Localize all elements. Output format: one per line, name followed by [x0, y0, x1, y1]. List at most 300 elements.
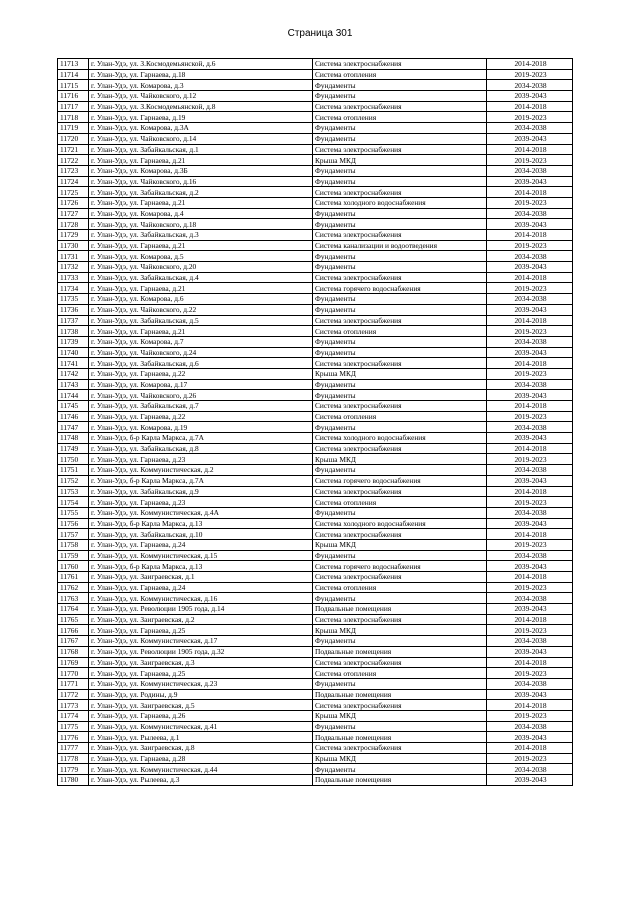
system-cell: Подвальные помещения	[313, 646, 487, 657]
table-row	[58, 753, 573, 764]
row-number-cell: 11718	[58, 112, 89, 123]
table-row	[58, 518, 573, 529]
table-row	[58, 636, 573, 647]
system-cell: Система электроснабжения	[313, 59, 487, 70]
row-number-cell: 11761	[58, 572, 89, 583]
period-cell: 2019-2023	[487, 155, 573, 166]
row-number-cell: 11769	[58, 657, 89, 668]
period-cell: 2014-2018	[487, 486, 573, 497]
address-cell: г. Улан-Удэ, ул. Чайковского, д.16	[89, 176, 313, 187]
period-cell: 2034-2038	[487, 165, 573, 176]
address-cell: г. Улан-Удэ, б-р Карла Маркса, д.13	[89, 561, 313, 572]
address-cell: г. Улан-Удэ, ул. Родины, д.9	[89, 689, 313, 700]
row-number-cell: 11734	[58, 283, 89, 294]
system-cell: Система горячего водоснабжения	[313, 561, 487, 572]
table-row	[58, 764, 573, 775]
table-row	[58, 561, 573, 572]
period-cell: 2019-2023	[487, 411, 573, 422]
row-number-cell: 11714	[58, 69, 89, 80]
system-cell: Система электроснабжения	[313, 572, 487, 583]
period-cell: 2034-2038	[487, 379, 573, 390]
row-number-cell: 11723	[58, 165, 89, 176]
table-row	[58, 315, 573, 326]
system-cell: Фундаменты	[313, 721, 487, 732]
table-row	[58, 59, 573, 70]
period-cell: 2014-2018	[487, 572, 573, 583]
period-cell: 2014-2018	[487, 614, 573, 625]
address-cell: г. Улан-Удэ, ул. Гарнаева, д.22	[89, 368, 313, 379]
row-number-cell: 11745	[58, 401, 89, 412]
system-cell: Система отопления	[313, 411, 487, 422]
address-cell: г. Улан-Удэ, ул. Забайкальская, д.6	[89, 358, 313, 369]
row-number-cell: 11725	[58, 187, 89, 198]
system-cell: Фундаменты	[313, 678, 487, 689]
address-cell: г. Улан-Удэ, ул. Заиграевская, д.8	[89, 743, 313, 754]
table-row	[58, 240, 573, 251]
address-cell: г. Улан-Удэ, ул. Забайкальская, д.10	[89, 529, 313, 540]
system-cell: Система горячего водоснабжения	[313, 475, 487, 486]
table-row	[58, 614, 573, 625]
address-cell: г. Улан-Удэ, ул. Коммунистическая, д.41	[89, 721, 313, 732]
period-cell: 2014-2018	[487, 401, 573, 412]
system-cell: Фундаменты	[313, 251, 487, 262]
row-number-cell: 11737	[58, 315, 89, 326]
table-row	[58, 401, 573, 412]
row-number-cell: 11777	[58, 743, 89, 754]
row-number-cell: 11742	[58, 368, 89, 379]
period-cell: 2019-2023	[487, 710, 573, 721]
period-cell: 2039-2043	[487, 91, 573, 102]
system-cell: Крыша МКД	[313, 753, 487, 764]
system-cell: Фундаменты	[313, 550, 487, 561]
table-row	[58, 155, 573, 166]
period-cell: 2014-2018	[487, 230, 573, 241]
address-cell: г. Улан-Удэ, ул. Заиграевская, д.1	[89, 572, 313, 583]
address-cell: г. Улан-Удэ, ул. Комарова, д.3Б	[89, 165, 313, 176]
row-number-cell: 11778	[58, 753, 89, 764]
system-cell: Фундаменты	[313, 165, 487, 176]
period-cell: 2014-2018	[487, 743, 573, 754]
table-row	[58, 208, 573, 219]
system-cell: Система отопления	[313, 497, 487, 508]
period-cell: 2019-2023	[487, 112, 573, 123]
address-cell: г. Улан-Удэ, ул. Комарова, д.3	[89, 80, 313, 91]
row-number-cell: 11775	[58, 721, 89, 732]
address-cell: г. Улан-Удэ, ул. Чайковского, д.26	[89, 390, 313, 401]
address-cell: г. Улан-Удэ, ул. Рылеева, д.1	[89, 732, 313, 743]
address-cell: г. Улан-Удэ, ул. Комарова, д.6	[89, 294, 313, 305]
address-cell: г. Улан-Удэ, ул. Заиграевская, д.3	[89, 657, 313, 668]
system-cell: Фундаменты	[313, 176, 487, 187]
period-cell: 2039-2043	[487, 133, 573, 144]
period-cell: 2034-2038	[487, 465, 573, 476]
system-cell: Подвальные помещения	[313, 689, 487, 700]
period-cell: 2034-2038	[487, 721, 573, 732]
period-cell: 2034-2038	[487, 123, 573, 134]
table-row	[58, 304, 573, 315]
row-number-cell: 11753	[58, 486, 89, 497]
system-cell: Система отопления	[313, 582, 487, 593]
period-cell: 2034-2038	[487, 507, 573, 518]
table-row	[58, 743, 573, 754]
table-row	[58, 454, 573, 465]
period-cell: 2034-2038	[487, 678, 573, 689]
row-number-cell: 11758	[58, 539, 89, 550]
period-cell: 2039-2043	[487, 219, 573, 230]
table-row	[58, 539, 573, 550]
system-cell: Крыша МКД	[313, 368, 487, 379]
period-cell: 2014-2018	[487, 529, 573, 540]
system-cell: Система холодного водоснабжения	[313, 197, 487, 208]
system-cell: Система электроснабжения	[313, 144, 487, 155]
table-row	[58, 336, 573, 347]
address-cell: г. Улан-Удэ, ул. Революции 1905 года, д.14	[89, 604, 313, 615]
table-row	[58, 272, 573, 283]
period-cell: 2039-2043	[487, 475, 573, 486]
address-cell: г. Улан-Удэ, ул. Коммунистическая, д.16	[89, 593, 313, 604]
address-cell: г. Улан-Удэ, ул. Чайковского, д.20	[89, 262, 313, 273]
system-cell: Система электроснабжения	[313, 187, 487, 198]
address-cell: г. Улан-Удэ, ул. Забайкальская, д.8	[89, 443, 313, 454]
table-row	[58, 550, 573, 561]
period-cell: 2019-2023	[487, 197, 573, 208]
system-cell: Подвальные помещения	[313, 732, 487, 743]
address-cell: г. Улан-Удэ, ул. Комарова, д.7	[89, 336, 313, 347]
period-cell: 2019-2023	[487, 753, 573, 764]
table-row	[58, 379, 573, 390]
table-row	[58, 700, 573, 711]
period-cell: 2039-2043	[487, 604, 573, 615]
system-cell: Система электроснабжения	[313, 743, 487, 754]
period-cell: 2019-2023	[487, 326, 573, 337]
system-cell: Система электроснабжения	[313, 486, 487, 497]
table-row	[58, 262, 573, 273]
system-cell: Фундаменты	[313, 262, 487, 273]
address-cell: г. Улан-Удэ, ул. Гарнаева, д.28	[89, 753, 313, 764]
registry-table	[57, 58, 573, 786]
system-cell: Система электроснабжения	[313, 230, 487, 241]
table-row	[58, 443, 573, 454]
address-cell: г. Улан-Удэ, ул. Забайкальская, д.2	[89, 187, 313, 198]
period-cell: 2014-2018	[487, 700, 573, 711]
system-cell: Фундаменты	[313, 294, 487, 305]
row-number-cell: 11728	[58, 219, 89, 230]
row-number-cell: 11748	[58, 433, 89, 444]
table-row	[58, 433, 573, 444]
table-row	[58, 775, 573, 786]
row-number-cell: 11716	[58, 91, 89, 102]
table-row	[58, 529, 573, 540]
table-row	[58, 187, 573, 198]
address-cell: г. Улан-Удэ, ул. Гарнаева, д.23	[89, 454, 313, 465]
row-number-cell: 11735	[58, 294, 89, 305]
row-number-cell: 11738	[58, 326, 89, 337]
period-cell: 2039-2043	[487, 176, 573, 187]
row-number-cell: 11766	[58, 625, 89, 636]
system-cell: Фундаменты	[313, 379, 487, 390]
row-number-cell: 11780	[58, 775, 89, 786]
table-row	[58, 625, 573, 636]
address-cell: г. Улан-Удэ, ул. Коммунистическая, д.2	[89, 465, 313, 476]
table-row	[58, 668, 573, 679]
system-cell: Фундаменты	[313, 336, 487, 347]
system-cell: Система электроснабжения	[313, 315, 487, 326]
address-cell: г. Улан-Удэ, ул. Гарнаева, д.21	[89, 283, 313, 294]
table-row	[58, 230, 573, 241]
system-cell: Крыша МКД	[313, 539, 487, 550]
table-row	[58, 197, 573, 208]
period-cell: 2039-2043	[487, 390, 573, 401]
system-cell: Система холодного водоснабжения	[313, 518, 487, 529]
row-number-cell: 11715	[58, 80, 89, 91]
system-cell: Система электроснабжения	[313, 101, 487, 112]
period-cell: 2014-2018	[487, 272, 573, 283]
period-cell: 2014-2018	[487, 358, 573, 369]
period-cell: 2039-2043	[487, 689, 573, 700]
table-row	[58, 219, 573, 230]
row-number-cell: 11739	[58, 336, 89, 347]
system-cell: Фундаменты	[313, 123, 487, 134]
table-row	[58, 721, 573, 732]
table-row	[58, 411, 573, 422]
period-cell: 2034-2038	[487, 208, 573, 219]
system-cell: Система отопления	[313, 668, 487, 679]
table-row	[58, 732, 573, 743]
period-cell: 2034-2038	[487, 593, 573, 604]
row-number-cell: 11755	[58, 507, 89, 518]
system-cell: Система электроснабжения	[313, 657, 487, 668]
address-cell: г. Улан-Удэ, ул. Коммунистическая, д.17	[89, 636, 313, 647]
table-row	[58, 497, 573, 508]
table-row	[58, 604, 573, 615]
address-cell: г. Улан-Удэ, ул. Коммунистическая, д.23	[89, 678, 313, 689]
address-cell: г. Улан-Удэ, ул. Гарнаева, д.24	[89, 539, 313, 550]
table-row	[58, 422, 573, 433]
period-cell: 2034-2038	[487, 294, 573, 305]
table-row	[58, 144, 573, 155]
system-cell: Система электроснабжения	[313, 529, 487, 540]
row-number-cell: 11722	[58, 155, 89, 166]
address-cell: г. Улан-Удэ, ул. Гарнаева, д.26	[89, 710, 313, 721]
address-cell: г. Улан-Удэ, ул. Чайковского, д.12	[89, 91, 313, 102]
registry-table-body	[58, 59, 573, 786]
period-cell: 2034-2038	[487, 764, 573, 775]
address-cell: г. Улан-Удэ, ул. Чайковского, д.14	[89, 133, 313, 144]
address-cell: г. Улан-Удэ, ул. Гарнаева, д.22	[89, 411, 313, 422]
address-cell: г. Улан-Удэ, ул. Забайкальская, д.4	[89, 272, 313, 283]
table-row	[58, 101, 573, 112]
period-cell: 2039-2043	[487, 433, 573, 444]
row-number-cell: 11746	[58, 411, 89, 422]
system-cell: Крыша МКД	[313, 710, 487, 721]
address-cell: г. Улан-Удэ, ул. Рылеева, д.3	[89, 775, 313, 786]
period-cell: 2014-2018	[487, 315, 573, 326]
period-cell: 2039-2043	[487, 732, 573, 743]
period-cell: 2034-2038	[487, 422, 573, 433]
address-cell: г. Улан-Удэ, ул. Комарова, д.17	[89, 379, 313, 390]
row-number-cell: 11764	[58, 604, 89, 615]
address-cell: г. Улан-Удэ, ул. Коммунистическая, д.44	[89, 764, 313, 775]
period-cell: 2014-2018	[487, 59, 573, 70]
period-cell: 2039-2043	[487, 646, 573, 657]
system-cell: Фундаменты	[313, 593, 487, 604]
address-cell: г. Улан-Удэ, ул. Революции 1905 года, д.32	[89, 646, 313, 657]
period-cell: 2039-2043	[487, 347, 573, 358]
table-row	[58, 80, 573, 91]
address-cell: г. Улан-Удэ, ул. Забайкальская, д.1	[89, 144, 313, 155]
period-cell: 2014-2018	[487, 187, 573, 198]
row-number-cell: 11762	[58, 582, 89, 593]
system-cell: Фундаменты	[313, 304, 487, 315]
system-cell: Фундаменты	[313, 208, 487, 219]
row-number-cell: 11768	[58, 646, 89, 657]
address-cell: г. Улан-Удэ, ул. Гарнаева, д.18	[89, 69, 313, 80]
table-row	[58, 123, 573, 134]
row-number-cell: 11717	[58, 101, 89, 112]
table-row	[58, 710, 573, 721]
address-cell: г. Улан-Удэ, ул. З.Космодемьянской, д.6	[89, 59, 313, 70]
address-cell: г. Улан-Удэ, ул. Коммунистическая, д.4А	[89, 507, 313, 518]
row-number-cell: 11774	[58, 710, 89, 721]
row-number-cell: 11776	[58, 732, 89, 743]
row-number-cell: 11727	[58, 208, 89, 219]
address-cell: г. Улан-Удэ, ул. Гарнаева, д.25	[89, 625, 313, 636]
system-cell: Фундаменты	[313, 422, 487, 433]
table-row	[58, 486, 573, 497]
table-row	[58, 507, 573, 518]
table-row	[58, 251, 573, 262]
row-number-cell: 11759	[58, 550, 89, 561]
system-cell: Подвальные помещения	[313, 775, 487, 786]
address-cell: г. Улан-Удэ, ул. Гарнаева, д.21	[89, 197, 313, 208]
row-number-cell: 11736	[58, 304, 89, 315]
address-cell: г. Улан-Удэ, ул. Гарнаева, д.23	[89, 497, 313, 508]
period-cell: 2019-2023	[487, 240, 573, 251]
period-cell: 2039-2043	[487, 561, 573, 572]
address-cell: г. Улан-Удэ, ул. Чайковского, д.18	[89, 219, 313, 230]
row-number-cell: 11763	[58, 593, 89, 604]
period-cell: 2039-2043	[487, 775, 573, 786]
address-cell: г. Улан-Удэ, ул. Забайкальская, д.7	[89, 401, 313, 412]
address-cell: г. Улан-Удэ, ул. Гарнаева, д.24	[89, 582, 313, 593]
system-cell: Крыша МКД	[313, 454, 487, 465]
address-cell: г. Улан-Удэ, б-р Карла Маркса, д.7А	[89, 433, 313, 444]
table-row	[58, 582, 573, 593]
row-number-cell: 11767	[58, 636, 89, 647]
table-row	[58, 689, 573, 700]
address-cell: г. Улан-Удэ, ул. Комарова, д.3А	[89, 123, 313, 134]
row-number-cell: 11752	[58, 475, 89, 486]
row-number-cell: 11750	[58, 454, 89, 465]
address-cell: г. Улан-Удэ, ул. Комарова, д.19	[89, 422, 313, 433]
period-cell: 2019-2023	[487, 625, 573, 636]
period-cell: 2034-2038	[487, 251, 573, 262]
system-cell: Фундаменты	[313, 91, 487, 102]
period-cell: 2039-2043	[487, 518, 573, 529]
row-number-cell: 11757	[58, 529, 89, 540]
period-cell: 2019-2023	[487, 283, 573, 294]
row-number-cell: 11732	[58, 262, 89, 273]
row-number-cell: 11754	[58, 497, 89, 508]
row-number-cell: 11760	[58, 561, 89, 572]
row-number-cell: 11747	[58, 422, 89, 433]
row-number-cell: 11751	[58, 465, 89, 476]
system-cell: Крыша МКД	[313, 155, 487, 166]
row-number-cell: 11733	[58, 272, 89, 283]
period-cell: 2014-2018	[487, 657, 573, 668]
period-cell: 2019-2023	[487, 497, 573, 508]
address-cell: г. Улан-Удэ, ул. Чайковского, д.24	[89, 347, 313, 358]
system-cell: Система горячего водоснабжения	[313, 283, 487, 294]
table-row	[58, 368, 573, 379]
table-row	[58, 657, 573, 668]
table-row	[58, 283, 573, 294]
system-cell: Система электроснабжения	[313, 401, 487, 412]
period-cell: 2034-2038	[487, 636, 573, 647]
row-number-cell: 11773	[58, 700, 89, 711]
address-cell: г. Улан-Удэ, ул. Забайкальская, д.3	[89, 230, 313, 241]
table-row	[58, 475, 573, 486]
period-cell: 2019-2023	[487, 539, 573, 550]
period-cell: 2034-2038	[487, 550, 573, 561]
system-cell: Система отопления	[313, 112, 487, 123]
table-row	[58, 646, 573, 657]
table-row	[58, 572, 573, 583]
period-cell: 2014-2018	[487, 443, 573, 454]
period-cell: 2034-2038	[487, 80, 573, 91]
table-row	[58, 326, 573, 337]
row-number-cell: 11743	[58, 379, 89, 390]
system-cell: Система электроснабжения	[313, 272, 487, 283]
system-cell: Фундаменты	[313, 347, 487, 358]
address-cell: г. Улан-Удэ, ул. Заиграевская, д.2	[89, 614, 313, 625]
row-number-cell: 11749	[58, 443, 89, 454]
period-cell: 2019-2023	[487, 582, 573, 593]
row-number-cell: 11770	[58, 668, 89, 679]
table-row	[58, 593, 573, 604]
address-cell: г. Улан-Удэ, ул. Гарнаева, д.19	[89, 112, 313, 123]
system-cell: Фундаменты	[313, 133, 487, 144]
row-number-cell: 11730	[58, 240, 89, 251]
period-cell: 2019-2023	[487, 368, 573, 379]
system-cell: Система отопления	[313, 326, 487, 337]
address-cell: г. Улан-Удэ, ул. Гарнаева, д.21	[89, 155, 313, 166]
period-cell: 2039-2043	[487, 262, 573, 273]
row-number-cell: 11713	[58, 59, 89, 70]
row-number-cell: 11756	[58, 518, 89, 529]
table-row	[58, 176, 573, 187]
table-row	[58, 465, 573, 476]
row-number-cell: 11721	[58, 144, 89, 155]
row-number-cell: 11740	[58, 347, 89, 358]
period-cell: 2014-2018	[487, 101, 573, 112]
row-number-cell: 11744	[58, 390, 89, 401]
table-row	[58, 678, 573, 689]
address-cell: г. Улан-Удэ, б-р Карла Маркса, д.13	[89, 518, 313, 529]
row-number-cell: 11720	[58, 133, 89, 144]
address-cell: г. Улан-Удэ, ул. Забайкальская, д.9	[89, 486, 313, 497]
system-cell: Фундаменты	[313, 390, 487, 401]
table-row	[58, 165, 573, 176]
table-row	[58, 358, 573, 369]
system-cell: Фундаменты	[313, 636, 487, 647]
system-cell: Фундаменты	[313, 764, 487, 775]
table-row	[58, 133, 573, 144]
row-number-cell: 11741	[58, 358, 89, 369]
address-cell: г. Улан-Удэ, б-р Карла Маркса, д.7А	[89, 475, 313, 486]
address-cell: г. Улан-Удэ, ул. Забайкальская, д.5	[89, 315, 313, 326]
system-cell: Система отопления	[313, 69, 487, 80]
